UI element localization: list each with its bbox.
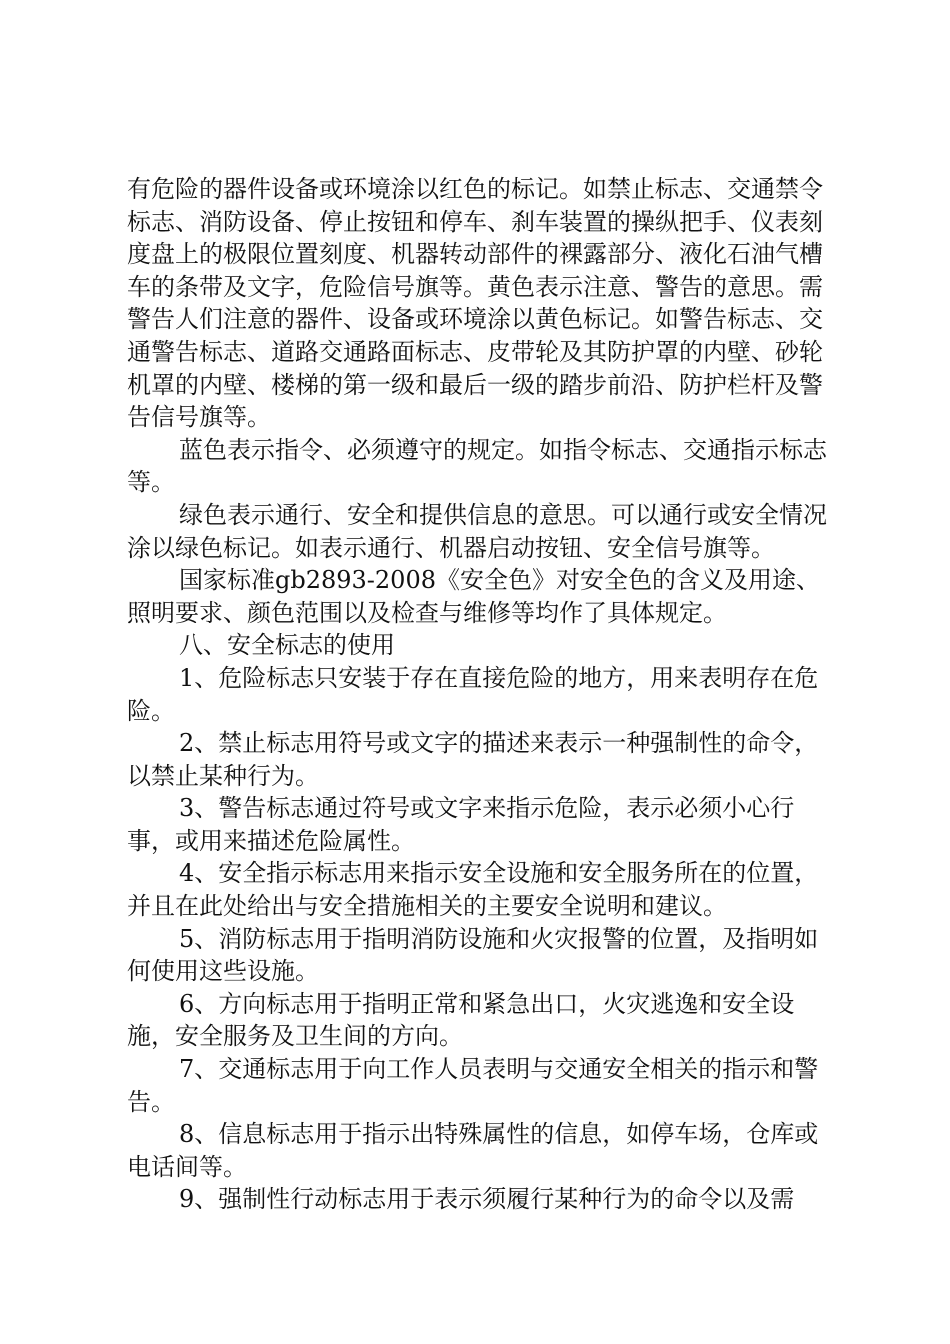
section-heading: 八、安全标志的使用 [179,631,395,660]
paragraph-standard: 国家标准gb2893-2008《安全色》对安全色的含义及用途、照明要求、颜色范围以及检查与维修等均作了具体规定。 [127,566,820,627]
paragraph-red-yellow: 有危险的器件设备或环境涂以红色的标记。如禁止标志、交通禁令标志、消防设备、停止按钮和停车、刹车装置的操纵把手、仪表刻度盘上的极限位置刻度、机器转动部件的裸露部分、液化石油气槽车的条带及文字，危险信号旗等。黄色表示注意、警告的意思。需警告人们注意的器件、设备或环境涂以黄色标记。如警告标志、交通警告标志、道路交通路面标志、皮带轮及其防护罩的内壁、砂轮机罩的内壁、楼梯的第一级和最后一级的踏步前沿、防护栏杆及警告信号旗等。 [127,175,823,432]
list-item: 8、信息标志用于指示出特殊属性的信息，如停车场，仓库或电话间等。 [127,1120,819,1181]
paragraph-blue: 蓝色表示指令、必须遵守的规定。如指令标志、交通指示标志等。 [127,435,827,497]
list-item: 9、强制性行动标志用于表示须履行某种行为的命令以及需 [179,1185,795,1214]
document-body [127,173,837,1216]
list-item: 1、危险标志只安装于存在直接危险的地方，用来表明存在危险。 [127,663,819,725]
list-item: 3、警告标志通过符号或文字来指示危险，表示必须小心行事，或用来描述危险属性。 [127,794,795,855]
list-item: 2、禁止标志用符号或文字的描述来表示一种强制性的命令，以禁止某种行为。 [127,729,819,790]
list-item: 6、方向标志用于指明正常和紧急出口，火灾逃逸和安全设施，安全服务及卫生间的方向。 [127,989,795,1051]
list-item: 4、安全指示标志用来指示安全设施和安全服务所在的位置，并且在此处给出与安全措施相关的主要安全说明和建议。 [127,859,819,921]
list-item: 5、消防标志用于指明消防设施和火灾报警的位置，及指明如何使用这些设施。 [127,924,819,986]
paragraph-green: 绿色表示通行、安全和提供信息的意思。可以通行或安全情况涂以绿色标记。如表示通行、机器启动按钮、安全信号旗等。 [127,500,827,562]
list-item: 7、交通标志用于向工作人员表明与交通安全相关的指示和警告。 [127,1055,819,1116]
